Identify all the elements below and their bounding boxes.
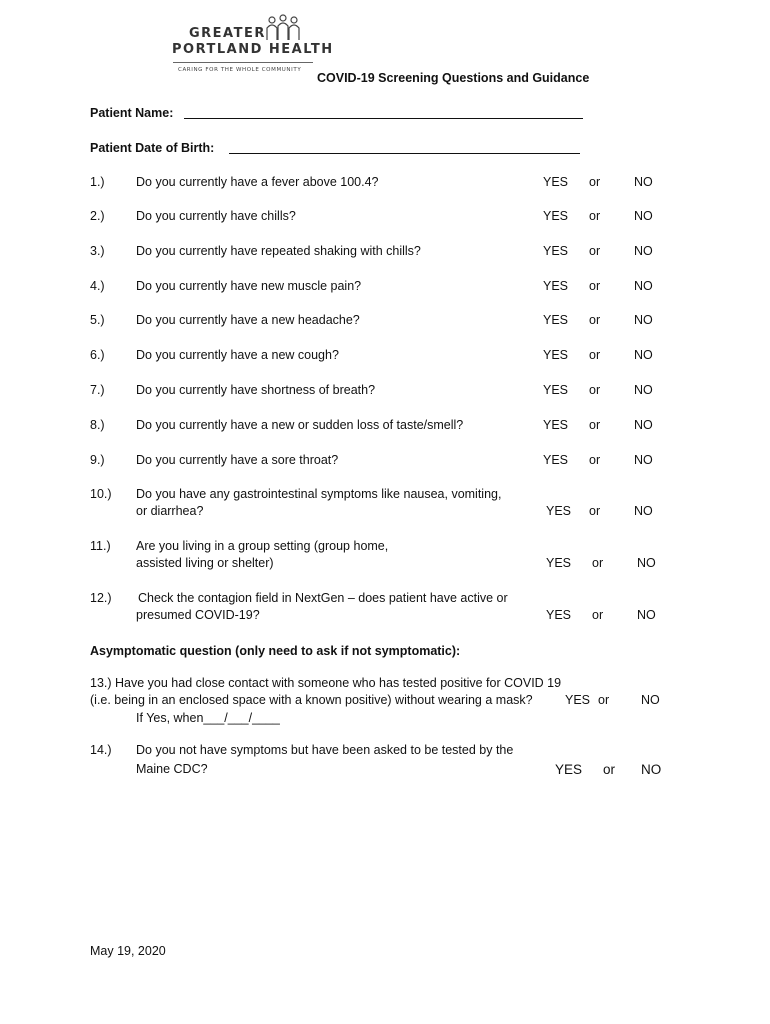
no-option[interactable]: NO — [634, 418, 653, 432]
footer-date: May 19, 2020 — [90, 944, 166, 958]
question-number: 6.) — [90, 348, 105, 362]
question-text: Do you currently have repeated shaking with chills? — [136, 244, 421, 258]
question-text-line1: 13.) Have you had close contact with someone who has tested positive for COVID 19 — [90, 676, 562, 690]
question-text: Do you currently have a fever above 100.4? — [136, 175, 379, 189]
no-option[interactable]: NO — [637, 608, 656, 622]
logo-divider — [173, 62, 313, 63]
patient-name-label: Patient Name: — [90, 106, 174, 120]
logo-line1: GREATER — [189, 26, 266, 41]
yes-option[interactable]: YES — [543, 418, 569, 432]
no-option[interactable]: NO — [637, 556, 656, 570]
question-number: 12.) — [90, 591, 112, 605]
question-text: Do you currently have shortness of breath? — [136, 383, 376, 397]
question-text-line1: Are you living in a group setting (group home, — [136, 539, 389, 553]
or-text: or — [592, 608, 604, 622]
no-option[interactable]: NO — [634, 453, 653, 467]
question-number: 5.) — [90, 313, 105, 327]
patient-name-field[interactable] — [184, 118, 583, 119]
no-option[interactable]: NO — [641, 762, 662, 777]
or-text: or — [589, 348, 601, 362]
patient-dob-label: Patient Date of Birth: — [90, 141, 215, 155]
or-text: or — [589, 279, 601, 293]
or-text: or — [589, 209, 601, 223]
yes-option[interactable]: YES — [555, 762, 583, 777]
question-text-line2: presumed COVID-19? — [136, 608, 260, 622]
question-number: 2.) — [90, 209, 105, 223]
question-number: 3.) — [90, 244, 105, 258]
question-text: Do you currently have a new headache? — [136, 313, 360, 327]
yes-option[interactable]: YES — [543, 244, 569, 258]
no-option[interactable]: NO — [634, 279, 653, 293]
question-text-line2: Maine CDC? — [136, 762, 208, 776]
yes-option[interactable]: YES — [543, 348, 569, 362]
question-text-line2: or diarrhea? — [136, 504, 204, 518]
no-option[interactable]: NO — [634, 313, 653, 327]
or-text: or — [589, 313, 601, 327]
or-text: or — [589, 418, 601, 432]
question-text: Do you currently have new muscle pain? — [136, 279, 362, 293]
yes-option[interactable]: YES — [543, 453, 569, 467]
no-option[interactable]: NO — [634, 175, 653, 189]
or-text: or — [589, 453, 601, 467]
question-text-line2: (i.e. being in an enclosed space with a known positive) without wearing a mask? — [90, 693, 533, 707]
yes-option[interactable]: YES — [543, 279, 569, 293]
yes-option[interactable]: YES — [546, 556, 572, 570]
question-text-line1: Do you not have symptoms but have been asked to be tested by the — [136, 743, 514, 757]
no-option[interactable]: NO — [634, 348, 653, 362]
no-option[interactable]: NO — [634, 244, 653, 258]
question-text: Do you currently have a sore throat? — [136, 453, 339, 467]
yes-option[interactable]: YES — [546, 608, 572, 622]
yes-option[interactable]: YES — [543, 175, 569, 189]
question-text-line2: assisted living or shelter) — [136, 556, 274, 570]
asymptomatic-heading: Asymptomatic question (only need to ask if not symptomatic): — [90, 644, 461, 658]
question-number: 1.) — [90, 175, 105, 189]
or-text: or — [589, 383, 601, 397]
question-text: Do you currently have a new cough? — [136, 348, 339, 362]
or-text: or — [598, 693, 610, 707]
logo-tagline: CARING FOR THE WHOLE COMMUNITY — [178, 67, 302, 73]
question-number: 11.) — [90, 539, 111, 553]
yes-option[interactable]: YES — [543, 209, 569, 223]
no-option[interactable]: NO — [641, 693, 660, 707]
or-text: or — [592, 556, 604, 570]
no-option[interactable]: NO — [634, 504, 653, 518]
yes-option[interactable]: YES — [565, 693, 591, 707]
question-number: 14.) — [90, 743, 112, 757]
no-option[interactable]: NO — [634, 209, 653, 223]
question-text: Do you currently have chills? — [136, 209, 296, 223]
question-text-line1: Do you have any gastrointestinal symptoms like nausea, vomiting, — [136, 487, 502, 501]
or-text: or — [589, 175, 601, 189]
patient-dob-field[interactable] — [229, 153, 580, 154]
logo-line2: PORTLAND HEALTH — [172, 42, 334, 57]
if-yes-when-field[interactable]: If Yes, when___/___/____ — [136, 711, 280, 725]
or-text: or — [603, 762, 616, 777]
or-text: or — [589, 244, 601, 258]
page-title: COVID-19 Screening Questions and Guidance — [317, 71, 590, 85]
question-text-line1: Check the contagion field in NextGen – does patient have active or — [138, 591, 508, 605]
no-option[interactable]: NO — [634, 383, 653, 397]
question-text: Do you currently have a new or sudden loss of taste/smell? — [136, 418, 464, 432]
question-number: 7.) — [90, 383, 105, 397]
question-number: 4.) — [90, 279, 105, 293]
question-number: 8.) — [90, 418, 105, 432]
question-number: 10.) — [90, 487, 112, 501]
people-logo-icon — [264, 14, 302, 42]
yes-option[interactable]: YES — [546, 504, 572, 518]
yes-option[interactable]: YES — [543, 383, 569, 397]
or-text: or — [589, 504, 601, 518]
question-number: 9.) — [90, 453, 105, 467]
yes-option[interactable]: YES — [543, 313, 569, 327]
